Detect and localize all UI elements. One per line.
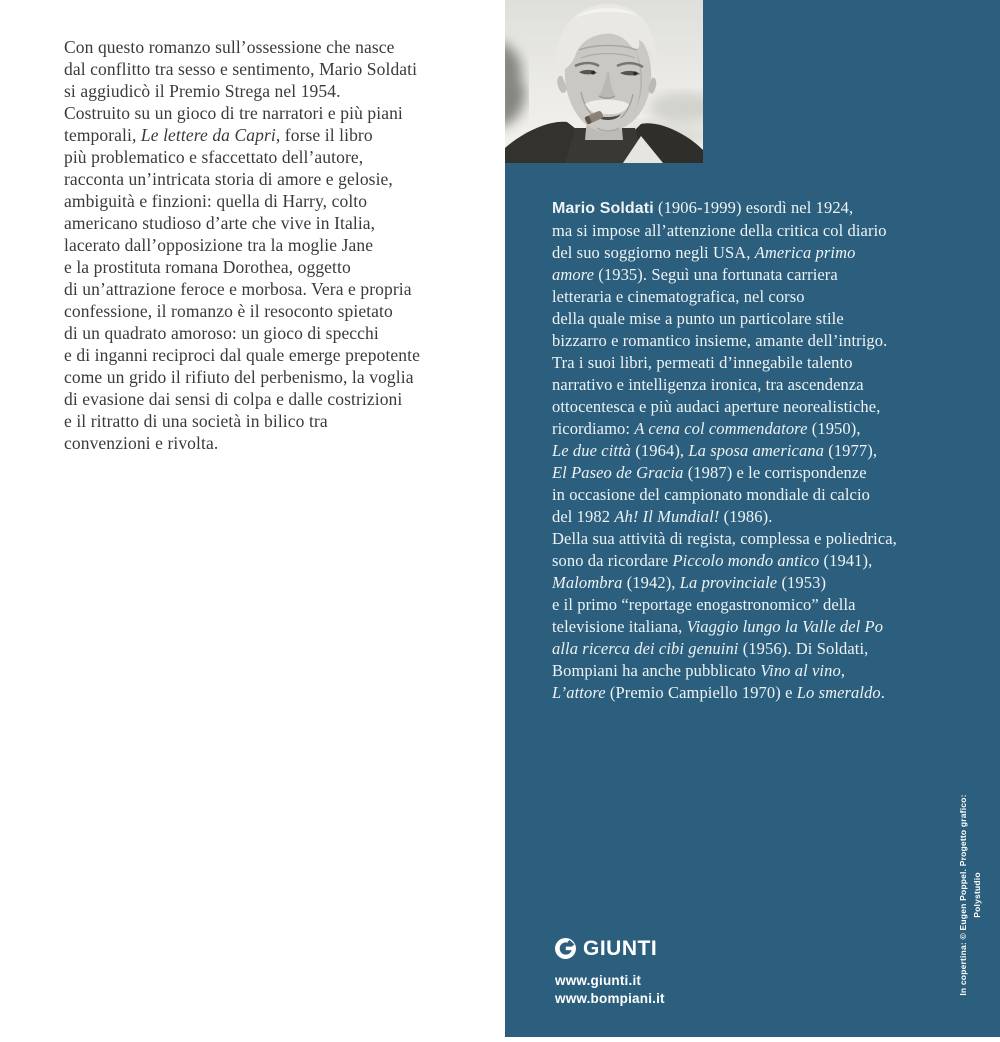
giunti-g-icon: [555, 938, 576, 959]
text-line: letteraria e cinematografica, nel corso: [552, 287, 805, 306]
cover-credit: In copertina: © Eugen Poppel. Progetto grafico: Polystudio: [958, 794, 982, 996]
text-line: Bompiani ha anche pubblicato Vino al vino,: [552, 661, 846, 680]
text-line: bizzarro e romantico insieme, amante dell’intrigo.: [552, 331, 888, 350]
text-line: Costruito su un gioco di tre narratori e più piani: [64, 103, 403, 123]
publisher-name: GIUNTI: [583, 937, 658, 960]
text-line: narrativo e intelligenza ironica, tra ascendenza: [552, 375, 864, 394]
text-line: americano studioso d’arte che vive in Italia,: [64, 213, 376, 233]
text-line: di evasione dai sensi di colpa e dalle costrizioni: [64, 389, 403, 409]
text-line: Tra i suoi libri, permeati d’innegabile talento: [552, 353, 853, 372]
publisher-websites: [555, 972, 665, 1008]
text-line: ottocentesca e più audaci aperture neorealistiche,: [552, 397, 881, 416]
text-line: lacerato dall’opposizione tra la moglie Jane: [64, 235, 374, 255]
website-giunti: www.giunti.it: [555, 973, 642, 988]
text-line: di un’attrazione feroce e morbosa. Vera e propria: [64, 279, 412, 299]
text-line: convenzioni e rivolta.: [64, 433, 219, 453]
text-line: di un quadrato amoroso: un gioco di specchi: [64, 323, 379, 343]
text-line: più problematico e sfaccettato dell’autore,: [64, 147, 364, 167]
text-line: El Paseo de Gracia (1987) e le corrispondenze: [552, 463, 867, 482]
text-line: televisione italiana, Viaggio lungo la Valle del Po: [552, 617, 884, 636]
text-line: racconta un’intricata storia di amore e gelosie,: [64, 169, 393, 189]
text-line: e la prostituta romana Dorothea, oggetto: [64, 257, 351, 277]
text-line: come un grido il rifiuto del perbenismo, la voglia: [64, 367, 414, 387]
text-line: del 1982 Ah! Il Mundial! (1986).: [552, 507, 773, 526]
author-biography: [552, 197, 992, 704]
text-line: confessione, il romanzo è il resoconto spietato: [64, 301, 393, 321]
text-line: sono da ricordare Piccolo mondo antico (1941),: [552, 551, 873, 570]
text-line: si aggiudicò il Premio Strega nel 1954.: [64, 81, 341, 101]
text-line: Mario Soldati (1906-1999) esordì nel 1924,: [552, 198, 854, 217]
website-bompiani: www.bompiani.it: [555, 991, 665, 1006]
text-line: alla ricerca dei cibi genuini (1956). Di Soldati,: [552, 639, 869, 658]
publisher-logo: [555, 938, 665, 959]
text-line: ma si impose all’attenzione della critica col diario: [552, 221, 887, 240]
text-line: Le due città (1964), La sposa americana (1977),: [552, 441, 878, 460]
publisher-block: [555, 938, 665, 1008]
author-panel: [505, 0, 1000, 1037]
text-line: temporali, Le lettere da Capri, forse il libro: [64, 125, 373, 145]
text-line: della quale mise a punto un particolare stile: [552, 309, 844, 328]
text-line: e il primo “reportage enogastronomico” della: [552, 595, 856, 614]
text-line: ricordiamo: A cena col commendatore (1950),: [552, 419, 861, 438]
text-line: Con questo romanzo sull’ossessione che nasce: [64, 37, 395, 57]
text-line: Della sua attività di regista, complessa e poliedrica,: [552, 529, 897, 548]
text-line: dal conflitto tra sesso e sentimento, Mario Soldati: [64, 59, 418, 79]
book-flap-synopsis: [64, 36, 500, 454]
text-line: amore (1935). Seguì una fortunata carriera: [552, 265, 838, 284]
text-line: L’attore (Premio Campiello 1970) e Lo smeraldo.: [552, 683, 886, 702]
text-line: e il ritratto di una società in bilico tra: [64, 411, 328, 431]
text-line: ambiguità e finzioni: quella di Harry, colto: [64, 191, 368, 211]
text-line: e di inganni reciproci dal quale emerge prepotente: [64, 345, 420, 365]
text-line: del suo soggiorno negli USA, America primo: [552, 243, 856, 262]
author-photo: [505, 0, 703, 163]
text-line: in occasione del campionato mondiale di calcio: [552, 485, 870, 504]
text-line: Malombra (1942), La provinciale (1953): [552, 573, 827, 592]
